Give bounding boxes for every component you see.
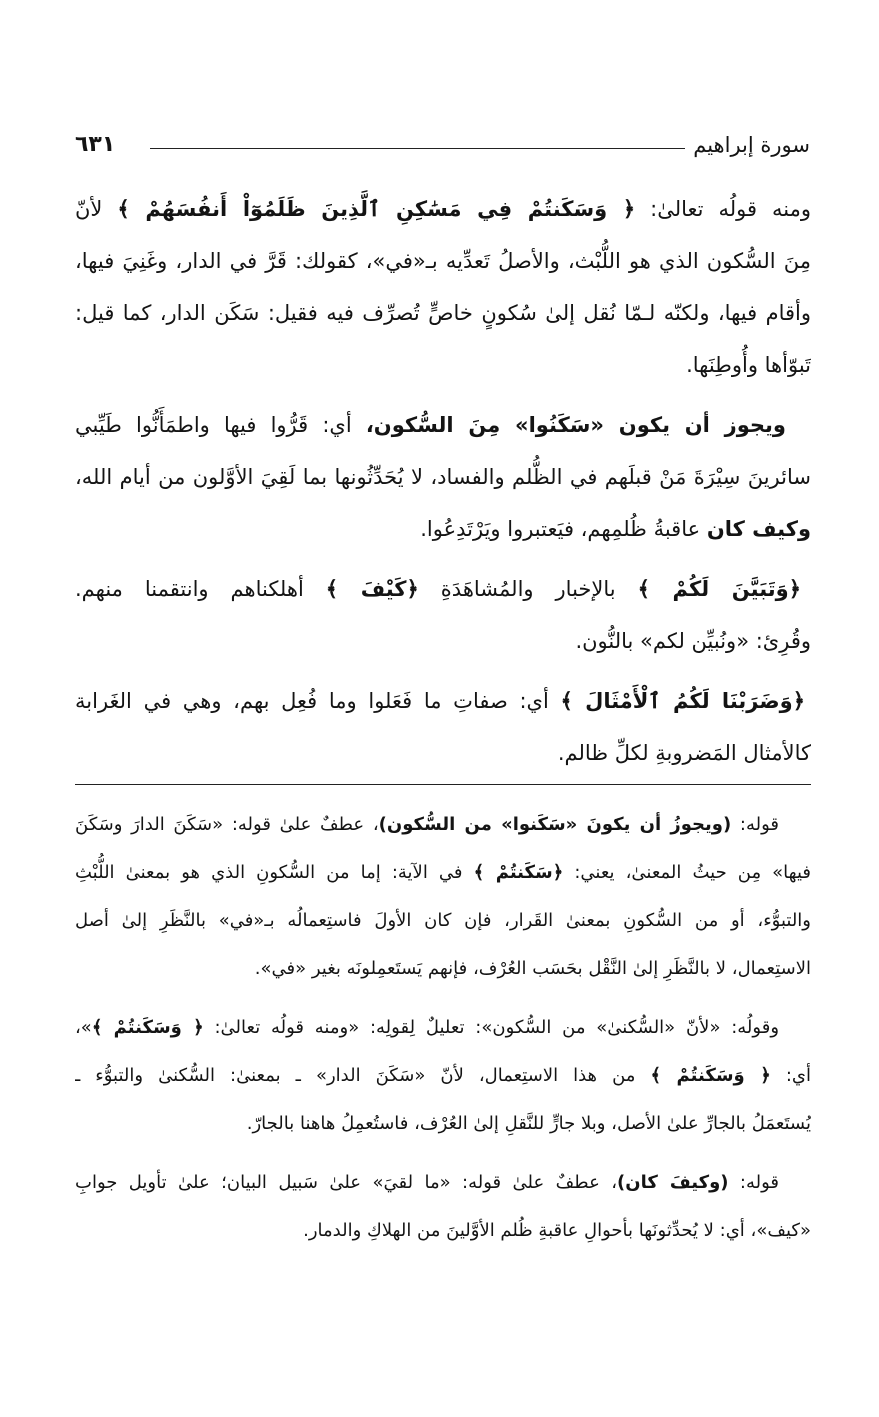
footnote-separator bbox=[75, 784, 811, 785]
commentary-line bbox=[75, 945, 811, 993]
text-segment: أي: صفاتِ ما فَعَلوا وما فُعِل بهم، وهي في الغَرابة bbox=[75, 689, 561, 713]
emphasized-text: ﴿سَكَنتُمْ ﴾ bbox=[473, 862, 564, 883]
emphasized-text: ﴿ وَسَكَنتُمْ ﴾ bbox=[650, 1065, 771, 1086]
commentary-line bbox=[75, 1004, 811, 1052]
text-segment: أي: bbox=[770, 1065, 811, 1086]
commentary-line bbox=[75, 849, 811, 897]
main-line bbox=[75, 339, 811, 391]
main-line bbox=[75, 451, 811, 503]
main-paragraph bbox=[75, 399, 811, 555]
commentary-line bbox=[75, 801, 811, 849]
main-line bbox=[75, 399, 811, 451]
text-segment: وقُرِئ: «ونُبيِّن لكم» بالنُّون. bbox=[575, 629, 811, 653]
main-line bbox=[75, 235, 811, 287]
commentary-line bbox=[75, 1100, 811, 1148]
main-line bbox=[75, 727, 811, 779]
text-segment: لأنّ bbox=[75, 197, 103, 221]
emphasized-text: ﴿ وَسَكَنتُمْ فِي مَسَٰكِنِ ٱلَّذِينَ ظَلَمُوٓاْ أَنفُسَهُمْ ﴾ bbox=[117, 197, 636, 221]
emphasized-text: وكيف كان bbox=[706, 517, 811, 541]
text-segment: قوله: bbox=[728, 1172, 780, 1193]
emphasized-text: ويجوز أن يكون «سَكَنُوا» مِنَ السُّكون، bbox=[365, 413, 786, 437]
commentary-paragraph bbox=[75, 1159, 811, 1255]
text-segment: عاقبةُ ظُلمِهم، فيَعتبروا ويَرْتَدِعُوا. bbox=[420, 517, 707, 541]
text-segment: أهلكناهم وانتقمنا منهم. bbox=[75, 577, 326, 601]
emphasized-text: (وكيفَ كان) bbox=[617, 1172, 729, 1193]
main-line bbox=[75, 183, 811, 235]
commentary-line bbox=[75, 1159, 811, 1207]
text-segment: تَبوّأها وأُوطِنَها. bbox=[686, 353, 811, 377]
text-segment: والتبوُّء، أو من السُّكونِ بمعنىٰ القَرار، فإن كان الأولَ فاستِعمالُه بـ«في» بالنَّظَرِ إلىٰ أصل bbox=[75, 910, 811, 931]
text-segment: ومنه قولُه تعالىٰ: bbox=[635, 197, 811, 221]
text-segment: ، عطفٌ علىٰ قوله: «سَكَنَ الدارَ وسَكَنَ bbox=[75, 814, 379, 835]
text-segment: الاستِعمال، لا بالنَّظَرِ إلىٰ النَّقْل بحَسَب العُرْف، فإنهم يَستَعمِلونَه بغير «في». bbox=[254, 958, 811, 979]
page-number: ٦٣١ bbox=[75, 132, 116, 157]
commentary-line bbox=[75, 897, 811, 945]
text-segment: كالأمثال المَضروبةِ لكلِّ ظالم. bbox=[557, 741, 811, 765]
text-segment: في الآية: إما من السُّكونِ الذي هو بمعنىٰ اللُّبْثِ bbox=[75, 862, 474, 883]
main-line bbox=[75, 563, 811, 615]
emphasized-text: ﴿وَتَبَيَّنَ لَكُمْ ﴾ bbox=[637, 577, 802, 601]
emphasized-text: ﴿ وَسَكَنتُمْ ﴾ bbox=[91, 1017, 204, 1038]
text-segment: سائرينَ سِيْرَةَ مَنْ قبلَهم في الظُّلم والفساد، لا يُحَدِّثُونها بما لَقِيَ الأوَّلون من أيام الله، bbox=[75, 465, 811, 489]
main-line bbox=[75, 287, 811, 339]
text-segment: أي: قَرُّوا فيها واطمَأَنُّوا طَيِّبي bbox=[75, 413, 352, 437]
commentary-block bbox=[75, 801, 811, 1255]
main-line bbox=[75, 503, 811, 555]
text-segment: فيها» مِن حيثُ المعنىٰ، يعني: bbox=[563, 862, 811, 883]
text-segment: »، bbox=[75, 1017, 92, 1038]
emphasized-text: ﴿وَضَرَبْنَا لَكُمُ ٱلْأَمْثَالَ ﴾ bbox=[560, 689, 805, 713]
text-segment: مِنَ السُّكون الذي هو اللُّبْث، والأصلُ تَعدِّيه بـ«في»، كقولك: قَرَّ في الدار، وغَنِيَ فيها، bbox=[75, 249, 811, 273]
text-segment: وأقام فيها، ولكنّه لـمّا نُقل إلىٰ سُكونٍ خاصٍّ تُصرِّف فيه فقيل: سَكَن الدار، كما قيل: bbox=[75, 301, 811, 325]
main-paragraph bbox=[75, 675, 811, 779]
text-segment: من هذا الاستِعمال، لأنّ «سَكَنَ الدار» ـ بمعنىٰ: السُّكنىٰ والتبوُّء ـ bbox=[75, 1065, 651, 1086]
text-segment: «كيف»، أي: لا يُحدِّثونَها بأحوالِ عاقبةِ ظُلم الأوَّلينَ من الهلاكِ والدمار. bbox=[303, 1220, 811, 1241]
text-segment: ، عطفٌ علىٰ قوله: «ما لقيَ» علىٰ سَبيل البيان؛ علىٰ تأويل جوابِ bbox=[75, 1172, 618, 1193]
main-paragraph bbox=[75, 563, 811, 667]
text-segment: وقولُه: «لأنّ «السُّكنىٰ» من السُّكون»: تعليلٌ لِقولِه: «ومنه قولُه تعالىٰ: bbox=[203, 1017, 780, 1038]
text-segment: يُستَعمَلُ بالجارِّ علىٰ الأصل، وبلا جارٍّ للنَّقلِ إلىٰ العُرْف، فاستُعمِلُ هاهنا بالجارّ. bbox=[246, 1113, 811, 1134]
text-segment: بالإخبار والمُشاهَدَةِ bbox=[418, 577, 638, 601]
main-line bbox=[75, 675, 811, 727]
emphasized-text: ﴿كَيْفَ ﴾ bbox=[325, 577, 419, 601]
commentary-line bbox=[75, 1207, 811, 1255]
emphasized-text: (ويجوزُ أن يكونَ «سَكَنوا» من السُّكون) bbox=[378, 814, 732, 835]
commentary-paragraph bbox=[75, 1004, 811, 1148]
commentary-line bbox=[75, 1052, 811, 1100]
surah-title: سورة إبراهيم bbox=[693, 133, 810, 157]
header-rule bbox=[150, 148, 685, 149]
commentary-paragraph bbox=[75, 801, 811, 993]
main-paragraph bbox=[75, 183, 811, 391]
text-segment: قوله: bbox=[731, 814, 779, 835]
main-text-block bbox=[75, 183, 811, 779]
main-line bbox=[75, 615, 811, 667]
